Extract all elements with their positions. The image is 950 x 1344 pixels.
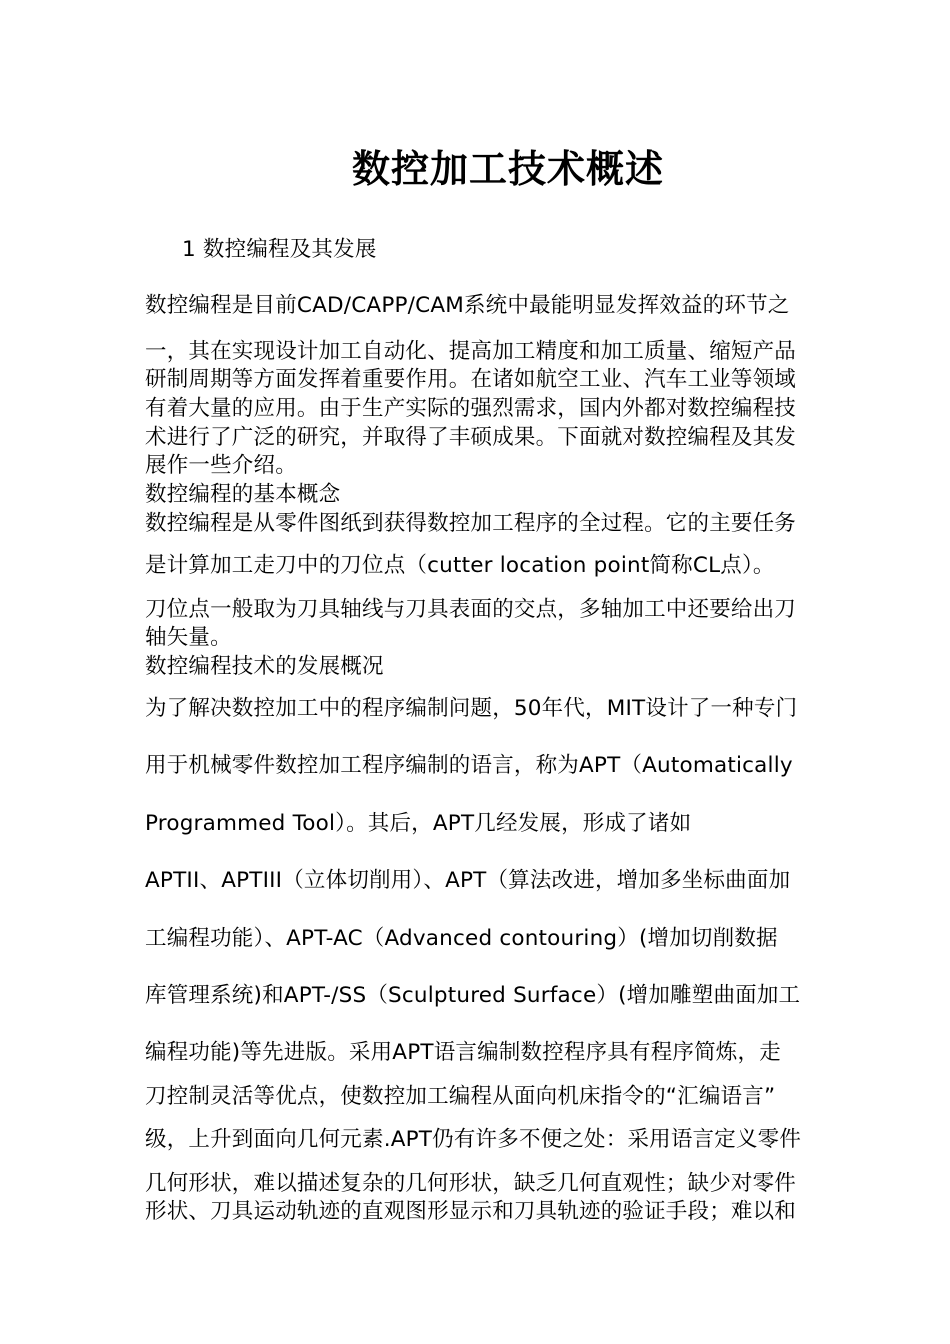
paragraph-line: 工编程功能）、APT-AC（Advanced contouring）(增加切削数据: [145, 926, 778, 951]
paragraph-line: 展作一些介绍。: [145, 453, 297, 478]
paragraph-line: 级，上升到面向几何元素.APT仍有许多不便之处：采用语言定义零件: [145, 1127, 802, 1152]
paragraph-line: 数控编程是从零件图纸到获得数控加工程序的全过程。它的主要任务: [145, 511, 797, 536]
paragraph-line: 有着大量的应用。由于生产实际的强烈需求，国内外都对数控编程技: [145, 396, 797, 421]
paragraph-line: 术进行了广泛的研究，并取得了丰硕成果。下面就对数控编程及其发: [145, 425, 797, 450]
paragraph-line: 为了解决数控加工中的程序编制问题，50年代，MIT设计了一种专门: [145, 696, 798, 721]
paragraph-line: 数控编程是目前CAD/CAPP/CAM系统中最能明显发挥效益的环节之: [145, 293, 790, 318]
section-heading: 1 数控编程及其发展: [182, 237, 377, 262]
paragraph-line: 几何形状，难以描述复杂的几何形状，缺乏几何直观性；缺少对零件: [145, 1171, 797, 1196]
paragraph-line: 刀位点一般取为刀具轴线与刀具表面的交点，多轴加工中还要给出刀: [145, 597, 797, 622]
paragraph-line: 研制周期等方面发挥着重要作用。在诸如航空工业、汽车工业等领域: [145, 367, 797, 392]
paragraph-line: 刀控制灵活等优点，使数控加工编程从面向机床指令的“汇编语言”: [145, 1084, 776, 1109]
paragraph-line: 形状、刀具运动轨迹的直观图形显示和刀具轨迹的验证手段；难以和: [145, 1199, 797, 1224]
document-title: 数控加工技术概述: [351, 146, 664, 191]
paragraph-line: 编程功能)等先进版。采用APT语言编制数控程序具有程序简炼，走: [145, 1040, 781, 1065]
paragraph-line: Programmed Tool）。其后，APT几经发展，形成了诸如: [145, 811, 692, 836]
paragraph-line: 轴矢量。: [145, 625, 232, 650]
paragraph-line: 用于机械零件数控加工程序编制的语言，称为APT（Automatically: [145, 753, 793, 778]
paragraph-line: 库管理系统)和APT-/SS（Sculptured Surface）(增加雕塑曲面加工: [145, 983, 801, 1008]
paragraph-line: 是计算加工走刀中的刀位点（cutter location point简称CL点）。: [145, 553, 775, 578]
paragraph-line: 一，其在实现设计加工自动化、提高加工精度和加工质量、缩短产品: [145, 339, 797, 364]
subheading: 数控编程的基本概念: [145, 482, 341, 507]
subheading: 数控编程技术的发展概况: [145, 654, 384, 679]
paragraph-line: APTII、APTIII（立体切削用）、APT（算法改进，增加多坐标曲面加: [145, 868, 791, 893]
